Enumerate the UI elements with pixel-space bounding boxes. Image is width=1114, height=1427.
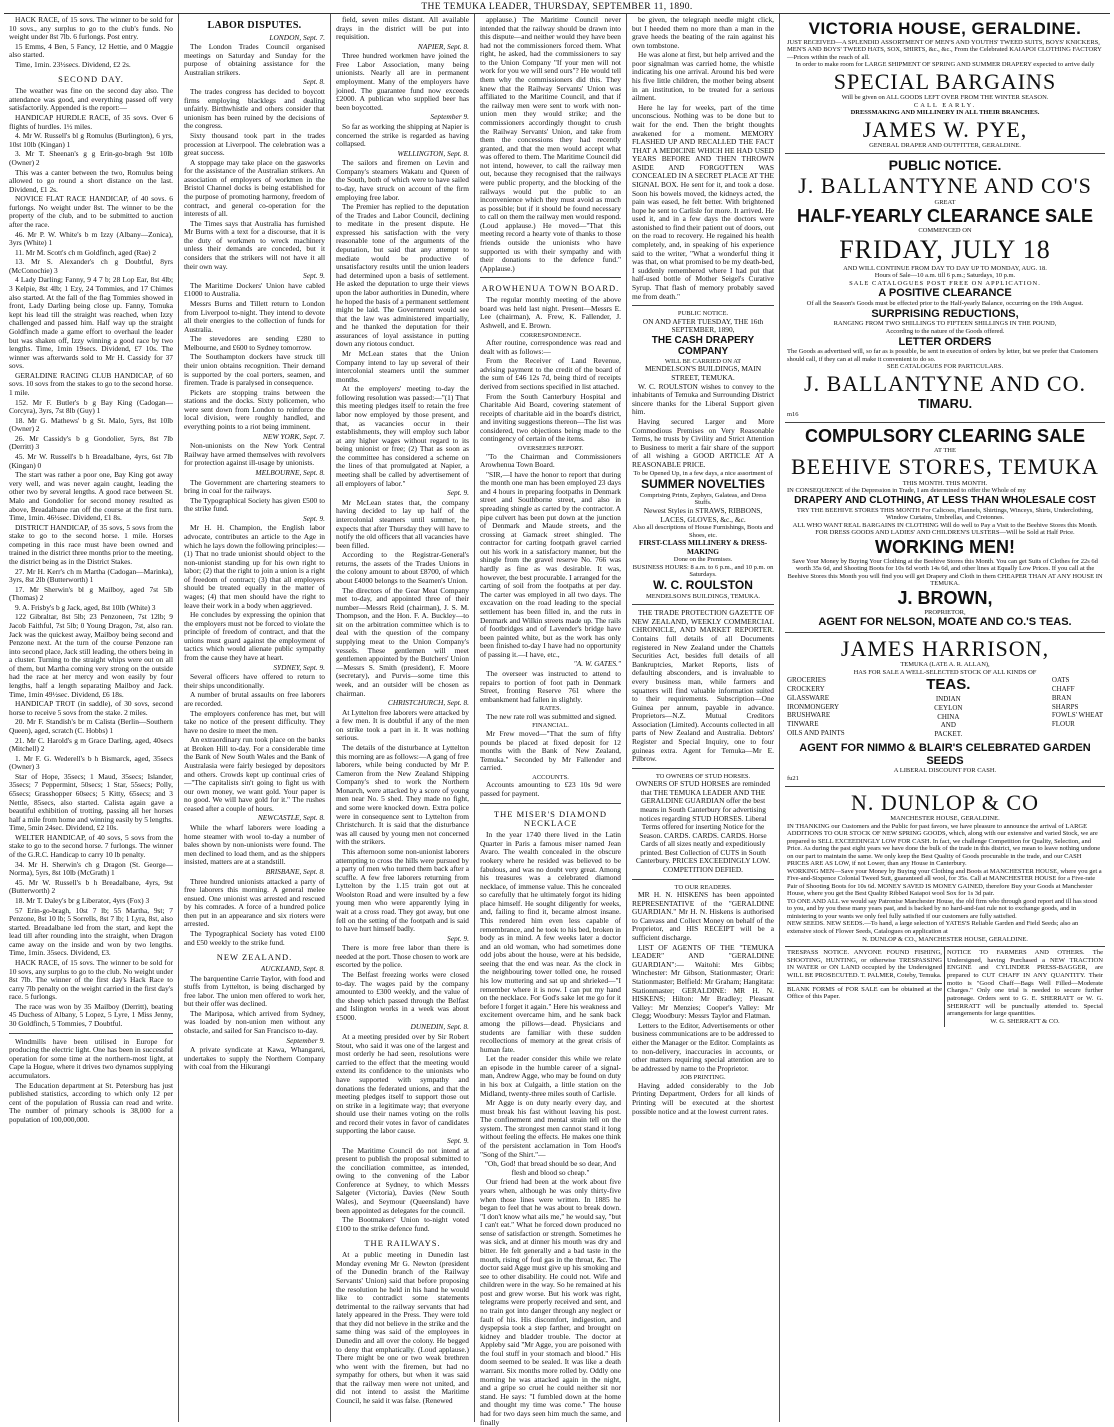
section-subheading: FINANCIAL.	[532, 722, 569, 730]
paragraph: The race was won by 35 Mailboy (Derritt), beating 45 Duchess of Albany, 5 Lopez, 5 Lyre, 1 Miss Jenny, 30 Goldfinch, 5 Tommies, 7 Doubtful.	[9, 1001, 173, 1029]
list-item: CHINA	[937, 712, 960, 721]
paragraph: The Maritime Dockers' Union have cabled £1000 to Australia.	[184, 280, 325, 299]
paragraph: 9. A. Frisby's b g Jack, aged, 8st 10lb (White) 3	[15, 602, 156, 612]
paragraph: NOVICE FLAT RACE HANDICAP, of 40 sovs. 6 furlongs. No weight under 8st. The winner to be the property of the club, and to be submitted to auction after the race.	[9, 194, 173, 229]
paragraph: The Belfast freezing works were closed to-day. The wages paid by the company amounted to £300 weekly, and the value of the sheep which passed through the Belfast and Islington works in a week was about £5000.	[336, 970, 469, 1022]
notice-title: TO OUR READERS.	[674, 883, 732, 891]
paragraph: From the Receiver of Land Revenue, advising payment to the credit of the board of the sum of £46 12s 7d, being third of receipts derived from sections specified in list attached.	[480, 356, 621, 391]
paragraph: The Education department at St. Petersburg has just published statistics, according to which only 12 per cent of the population of Russia can read and write. The number of primary schools is 38,000 for a population of 100,000,000.	[9, 1080, 173, 1124]
ad-subhead: AGENT FOR NIMMO & BLAIR'S CELEBRATED GARDEN SEEDS	[799, 741, 1091, 767]
paragraph: Windmills have been utilised in Europe for producing the electric light. One has been in successful operation for some time at the northern-most light, at Cape la Hogue, where it drives two dynamos supplying accumulators.	[9, 1036, 174, 1080]
ad-subhead: A POSITIVE CLEARANCE	[878, 287, 1012, 300]
notice-text: To be Opened Up, in a few days, a nice assortment of	[633, 470, 773, 478]
paragraph: 34. Mr H. Sherwin's ch g Dragon (St. George—Norma), 5yrs, 8st 10lb (McGrath) 1	[9, 859, 173, 878]
paragraph: While the wharf laborers were loading a home steamer with wool to-day a number of bales shown by non-unionists were found. The men declined to load them, and as the shippers insisted, matters are at a standstill.	[184, 823, 325, 867]
paragraph: There is more free labor than there is needed at the port. Those chosen to work are escorted by the police.	[336, 943, 469, 970]
paragraph: 122 Gibraltar, 8st 5lb; 23 Penzoneen, 7st 12lb; 9 Jacob Faithful, 7st 5lb; 0 Young Dragon, 7st, also ran. Jack was the quickest away, Mailboy being second and Penzone next. At the turn of the course Penzone ran into second place, Jack still leading, the others being in a cluster. Turning to the straight whips were out on all of them, but Martha coming very strong on the outside had the race at her mercy and won easily by four lengths, half a length separating Mailboy and Jack. Time, 1min 49½sec. Dividend, £6 18s.	[9, 612, 173, 699]
dateline: WELLINGTON, Sept. 8.	[397, 148, 469, 158]
ad-text: PROPRIETOR,	[924, 608, 966, 616]
section-subheading: ACCOUNTS.	[532, 773, 569, 781]
notice-title: TO OWNERS OF STUD HORSES.	[655, 772, 751, 780]
paragraph: A private syndicate at Kawa, Whangarei, undertakes to supply the Northern Company with coal from the Hikurangi	[184, 1045, 325, 1072]
paragraph: The overseer was instructed to attend to repairs to portion of foot path in Denmark Street, fronting Reserve 761 where the embankment had fallen in slightly.	[480, 668, 621, 704]
ad-text: Hours of Sale—10 a.m. till 6 p.m.; Saturdays, 10 p.m.	[874, 272, 1016, 280]
paragraph: Non-unionists on the New York Central Railway have armed themselves with revolvers for protection against ill-usage by unionists.	[184, 441, 325, 468]
list-item: OATS	[1051, 676, 1070, 685]
paragraph: THE TRADE PROTECTION GAZETTE OF NEW ZEALAND, WEEKLY COMMERCIAL CHRONICLE, AND MARKET REPORTER. Contains full details of all Documents registered in New Zealand under the Chattels Securities Act, besides full details of all Bankruptcies, Market Reports, lists of defaulting absconders, and is invaluable to every business man, while farmers and squatters will find valuable information suited to their requirements. Subscription—One Guinea per annum, payable in advance. Proprietors—N.Z. Mutual Creditors Association (Limited). Accounts collected in all parts of New Zealand and Australia. Debtors' Register and Special Inquiry, one to four guineas extra. Agent for Temuka—Mr E. Pilbrow.	[632, 608, 774, 764]
paragraph: A stoppage may take place on the gasworks for the assistance of the Australian strikers. An association of employers of workmen in the Bristol Channel docks is being established for the purpose of promoting harmony, freedom of contract, and general co-operation for the interests of all.	[184, 157, 325, 219]
divider	[632, 768, 774, 769]
ad-text: SEE CATALOGUES FOR PARTICULARS.	[886, 363, 1004, 371]
notice-title: PUBLIC NOTICE.	[677, 310, 729, 318]
paragraph: An extraordinary run took place on the banks at Broken Hill to-day. For a considerable time the Bank of New South Wales and the Bank of Australasia were fairly besieged by depositors and others. Crowds kept up continual cries of—"The capitalists sin't going to fight us with our own money, we want gold. Your paper is no good. We will have gold for it." The rushes ceased after a couple of hours.	[184, 735, 325, 813]
ad-text: AND WILL CONTINUE FROM DAY TO DAY UP TO MONDAY, AUG. 18.	[843, 264, 1047, 272]
ad-text: JUST RECEIVED—A SPLENDID ASSORTMENT OF MEN'S AND YOUTHS' TWEED SUITS, BOYS' KNICKERS, MEN'S AND BOYS' TWEED HATS, SOX, SHIRTS, &c., &c., From the Celebrated KAIAPOI CLOTHING FACTORY—Prices within the reach of all.	[787, 38, 1102, 61]
dateline: Sept. 9.	[447, 933, 469, 943]
paragraph: Mr Frew moved—"That the sum of fifty pounds be placed at fixed deposit for 12 months with the Bank of New Zealand, Temuka." Seconded by Mr Fallender and carried.	[480, 728, 621, 773]
notice-text: Also all descriptions of House Furnishings, Boots and Shoes, etc.	[632, 524, 774, 539]
paragraph: The Southampton dockers have struck till their union obtains recognition. Their demand is supported by the coal porters, seamen, and firemen. Trade is paralysed in consequence.	[184, 352, 325, 388]
paragraph: So far as working the shipping at Napier is concerned the strike is regarded as having collapsed.	[336, 121, 469, 149]
ad-code: fu21	[787, 774, 799, 782]
paragraph: Having added considerably to the Job Printing Department, Orders for all kinds of Printing will be executed at the shortest possible notice and at the lowest current rates.	[632, 1080, 774, 1116]
ad-text: HAS FOR SALE A WELL-SELECTED STOCK OF ALL KINDS OF	[853, 668, 1037, 676]
ad-name: J. BALLANTYNE AND CO'S	[798, 173, 1092, 199]
ad-text: GREAT	[934, 198, 956, 206]
paragraph: The sailors and firemen on Levin and Company's steamers Wakatu and Queen of the South, both of which were to have sailed to-day, have struck on account of the firm employing free labor.	[336, 158, 469, 202]
signature-line: "A. W. GATES."	[573, 659, 621, 669]
paragraph: The trades congress has decided to boycott firms employing blacklegs and dealing unfairly. Birthwhistle and others consider that unionism has been ruined by the decisions of the congress.	[184, 87, 325, 131]
section-subheading: NEW ZEALAND.	[216, 952, 293, 963]
paragraph: The Typographical Society has voted £100 and £50 weekly to the strike fund.	[184, 928, 325, 947]
dateline: AUCKLAND, Sept. 8.	[260, 964, 325, 973]
ad-text: Save Your Money by Buying Your Clothing at the Beehive Stores this Month. You can get Suits of Clothes for 22s 6d worth 35s 6d, and Shooting Boots for 10s 6d worth 14s 6d, and other lines at Equally Low Prices. If you call at the Beehive Stores this Month you will find you will get Drapery and Cloth in them CHEAPER THAN AT ANY HOUSE IN TEMUKA.	[787, 557, 1103, 588]
paragraph: Accounts amounting to £23 10s 9d were passed for payment.	[480, 780, 621, 798]
notice-address: MENDELSON'S BUILDINGS, TEMUKA.	[645, 592, 761, 600]
paragraph: Letters to the Editor, Advertisements or other business communications are to be addressed to either the Manager or the Editor. Complaints as to non-delivery, inaccuracies in accounts, or other matters requiring special attention are to be addressed by name to the Proprietor.	[632, 1020, 774, 1073]
ad-text: According to the nature of the Goods offered.	[885, 328, 1005, 335]
divider	[9, 1033, 173, 1034]
paragraph: The start was rather a poor one, Bay King got away very well, and was never again caught, leading the other two by several lengths. A good race between St. Malo and Gondolier for second money resulted as above, Breadalbane ran off the course at the first turn. Time, 1min. 46½sec. Dividend, £1 8s.	[9, 470, 173, 523]
column-6-advertisements	[780, 14, 1110, 1422]
ad-text: Will be given on ALL GOODS LEFT OVER FROM THE WINTER SEASON.	[841, 94, 1049, 102]
notice-text: Comprising Prints, Zephyrs, Galateas, and Dress Stuffs.	[639, 491, 767, 507]
ad-title: VICTORIA HOUSE, GERALDINE.	[808, 19, 1082, 38]
notice-text: FIRST-CLASS MILLINERY & DRESS-MAKING	[638, 538, 768, 556]
dateline: CHRISTCHURCH, Sept. 8.	[387, 698, 469, 708]
paragraph: 45. Mr W. Russell's b h Breadalbane, 4yrs, 9st (Butterworth) 2	[9, 877, 173, 896]
notice-headline: SUMMER NOVELTIES	[641, 476, 765, 491]
columns	[4, 14, 1110, 1427]
paragraph: be given, the telegraph needle might click, but I heeded them no more than a man in the grave heeds the beating of the rain against his own tombstone.	[632, 15, 774, 50]
ad-text: Of all the Season's Goods must be effected prior to the Half-yearly Balance, occurring on the 19th August.	[806, 300, 1084, 308]
paragraph: 11. Mr M. Scott's ch m Goldfinch, aged (Rae) 2	[15, 247, 157, 257]
ad-text: A LIBERAL DISCOUNT FOR CASH.	[893, 767, 997, 775]
article-heading: THE MISER'S DIAMOND NECKLACE	[493, 808, 608, 829]
notice-signature: W. C. ROULSTON	[653, 577, 753, 592]
ad-name: N. DUNLOP & CO	[851, 789, 1039, 815]
column-3-labor-continued	[331, 14, 475, 1422]
paragraph: Star of Hope, 35secs; 1 Maud, 35secs; Islander, 35secs; 7 Peppermint, 50secs; 1 Star, 55secs; Polly, 65secs; Grasshopper 60secs; 5 Kitty, 65secs; and 3 Nettle, 85secs, also started. Calista again gave a beautiful exhibition of trotting, passing all her horses half a mile from home and winning easily by 5 lengths. Time, 5min 24sec. Dividend, £2 10s.	[9, 771, 173, 833]
paragraph: After routine, correspondence was read and dealt with as follows:—	[480, 338, 621, 356]
ad-text: AT THE	[934, 446, 956, 454]
paragraph: The Premier has replied to the deputation of the Trades and Labor Council, declining to meditate in the present dispute. He expressed his satisfaction with the very reasonable tone of the arguments of the deputation, but said that any attempt to mediate would be productive of unsatisfactory results until the union leaders had determined upon a basis of settlement. He asked the deputation to urge their views upon the labor authorities in Dunedin, where he hoped the basis of a permanent settlement might be laid. The Government would see that the law was administered impartially, and he thanked the deputation for their assurances of loyal assistance in putting down any riotous conduct.	[336, 202, 469, 349]
notice-title: JOB PRINTING.	[680, 1074, 726, 1082]
paragraph: The Government are chartering steamers to bring in coal for the railways.	[184, 477, 325, 496]
ad-text: MANCHESTER HOUSE, GERALDINE.	[890, 815, 1000, 823]
notice-text: Done on the Premises.	[673, 556, 733, 564]
ad-subhead: LETTER ORDERS	[898, 335, 992, 348]
ad-text: RANGING FROM TWO SHILLINGS TO FIFTEEN SHILLINGS IN THE POUND,	[833, 320, 1057, 328]
dateline: September 9.	[286, 1035, 325, 1045]
notice-text: BUSINESS HOURS: 8 a.m. to 6 p.m., and 10 p.m. on Saturdays.	[632, 563, 774, 579]
section-subheading: OVERSEER'S REPORT.	[517, 444, 584, 452]
ad-text: IN THANKING our Customers and the Public for past favors, we have pleasure to announce the arrival of LARGE ADDITIONS TO OUR STOCK OF NEW SPRING GOODS, which, along with our extensive and varied Stock, we are prepared to SELL EXCEEDINGLY LOW FOR CASH. In fact, we challenge Competition for Quality, Selection, and Price. As during the past eight years we have done the bulk of the trade in this district, we mean to leave nothing undone on our part to maintain the same. We only keep the Best Quality of Goods procurable in the trade, and our CASH PRICES ARE AS LOW, if not Lower, than any House in Canterbury.	[787, 822, 1101, 868]
paragraph: 4 Lady Darling; Fanny, 9 4 7 b; 28 Lop Ear, 8st 4lb; 3 Kelpie, 8st 4lb; 1 Ezy, 24 Tommies, and 17 Chimes also started. At the fall of the flag Tommies showed in front, Lady Darling being close up. Fanny, Tomuka kept his lead till the straight was reached, when Izzy challenged and passed him. Half way up the straight Goldfinch made a game effort to overhaul the leader but was shaken off, Izzy winning a good race by two lengths. Time, 1min 19secs. Dividend, £7 10s. The winner was afterwards sold to Mr H. Cassidy for 37 sovs.	[9, 275, 173, 371]
ad-text: DRESSMAKING AND MILLINERY IN ALL THEIR BRANCHES.	[850, 109, 1040, 117]
paragraph: 17. Mr Sherwin's bl g Mailboy, aged 7st 5lb (Thomas) 2	[9, 584, 173, 603]
column-4-town-board	[475, 14, 627, 1427]
paragraph: 45. Mr W. Russell's b h Breadalbane, 4yrs, 6st 7lb (Kingan) 0	[9, 452, 173, 470]
ad-text: SALE CATALOGUES POST FREE ON APPLICATION.	[849, 279, 1041, 287]
section-subheading: RATES.	[539, 705, 562, 713]
ad-subhead: WORKING MEN!	[875, 536, 1015, 557]
paragraph: 18. Mr G. Mathews' b g St. Malo, 5yrs, 8st 10lb (Owner) 2	[9, 415, 173, 434]
ad-text: TRY THE BEEHIVE STORES THIS MONTH For Calicoes, Flannels, Shirtings, Winceys, Shirts, Underclothing, Window Curtains, Umbrellas, and Cretonnes.	[796, 506, 1094, 522]
ad-headline: HALF-YEARLY CLEARANCE SALE	[796, 206, 1094, 227]
ad-text: TO ONE AND ALL we would say Patronise Manchester House, the old firm who through good report and ill has stood to you, and by you these many years past, and is backed by no hard-and-fast rule not to exchange goods, and in ministering to your wants we only feel fully satisfied if our customers are fully satisfied.	[787, 897, 1098, 920]
paragraph: HACK RACE, of 15 sovs. The winner to be sold for 10 sovs., any surplus to go to the club's funds. No weight under 8st 7lb. 6 furlongs. Post entry.	[9, 15, 173, 42]
ad-text: The Goods as advertised will, so far as is possible, be sent in execution of orders by letter, but we prefer that Customers should call, if they can at all make it convenient to do so.	[787, 348, 1099, 363]
list-item: CROCKERY	[787, 685, 825, 694]
list-item: CHAFF	[1051, 685, 1075, 694]
paragraph: Having secured Larger and More Commodious Premises on Very Reasonable Terms, he trusts by Civility and Strict Attention to Business to merit a fair share of the support of all wishing a GOOD ARTICLE AT A REASONABLE PRICE.	[632, 416, 774, 469]
list-item: GROCERIES	[787, 676, 826, 685]
paragraph: From the South Canterbury Hospital and Charitable Aid Board, covering statement of receipts of charitable aid in the board's district, and inviting suggestions thereon—The list was considered, two objections being made to the contingency of certain of the items.	[480, 391, 621, 444]
ad-headline: COMPULSORY CLEARING SALE	[804, 426, 1086, 446]
notice-text: WILL BE CARRIED ON AT	[664, 357, 742, 365]
paragraph: 46. Mr P. W. White's b m Izzy (Albany—Zonica), 3yrs (White) 1	[9, 229, 173, 248]
paragraph: The weather was fine on the second day also. The attendance was good, and everything passed off very satisfactorily. Appended is the report:—	[9, 86, 173, 113]
ad-subhead: DRAPERY AND CLOTHING, AT LESS THAN WHOLESALE COST	[794, 494, 1096, 506]
paragraph: W. C. ROULSTON wishes to convey to the inhabitants of Temuka and Surrounding District sincere thanks for the Liberal Support given him.	[632, 381, 774, 417]
notice-text: ON AND AFTER TUESDAY, THE 16th SEPTEMBER, 1890,	[642, 316, 764, 335]
ad-text: GENERAL DRAPER AND OUTFITTER, GERALDINE.	[869, 142, 1021, 150]
ad-date: FRIDAY, JULY 18	[839, 234, 1051, 264]
ad-text: NEW SEEDS. NEW SEEDS.—To hand, a large selection of YATES'S Reliable Garden and Field Seeds; also an extensive stock of Flower Seeds, Catalogues on application at	[787, 920, 1079, 935]
dateline: Sept. 9.	[303, 513, 325, 523]
paragraph: He concludes by expressing the opinion that the employers must not be forced to violate the principle of freedom of contract, and that the unions must guard against the employment of tactics which would alienate public sympathy from the cause they have at heart.	[184, 610, 325, 663]
product-list	[787, 676, 1103, 739]
list-item: TINWARE	[787, 720, 819, 729]
ad-location: TIMARU.	[917, 396, 973, 412]
ad-text: In order to make room for LARGE SHIPMENT OF SPRING AND SUMMER DRAPERY expected to arrive daily	[795, 61, 1095, 69]
produce-list	[1052, 676, 1103, 739]
divider	[632, 879, 774, 880]
ad-text: N. DUNLOP & CO., MANCHESTER HOUSE, GERALDINE.	[862, 935, 1028, 943]
ad-dunlop	[785, 787, 1105, 948]
paragraph: 18. Mr T. Daley's br g Liberator, 4yrs (Fox) 3	[15, 895, 150, 905]
ad-beehive-stores	[785, 423, 1105, 633]
paragraph: Several officers have offered to return to their ships unconditionally.	[184, 672, 325, 690]
paragraph: Three hundred unionists attacked a party of free laborers this morning. A general melee ensued. One unionist was arrested and rescued by his comrades. A force of a hundred police then put in an appearance and six rioters were arrested.	[184, 876, 325, 929]
paragraph: The new rate roll was submitted and signed.	[486, 711, 617, 721]
ad-text: IN CONSEQUENCE of the Depression in Trade, I am determined to offer the Whole of my	[787, 487, 1026, 495]
tea-list	[926, 676, 970, 739]
list-item: FLOUR	[1051, 720, 1075, 729]
paragraph: 27. Mr H. Kerr's ch m Martha (Cadogan—Marinka), 3yrs, 8st 2lb (Butterworth) 1	[9, 566, 173, 585]
paragraph: This afternoon some non-unionist laborers attempting to cross the hills were pursued by a party of men who turned them back after a scuffle. A few free laborers returning from Lyttelton by the 1.15 train got out at Woolston Road and were insulted by a few young men who were apparently lying in wait at a cross road. They got away, but one fell on the setting of the footpath and is said to have hurt himself badly.	[336, 846, 469, 934]
paragraph: At a public meeting in Dunedin last Monday evening Mr G. Newton (president of the Dunedin branch of the Railway Servants' Union) said that before proposing the resolution he held in his hand he would like to contradict some statements detrimental to the railway servants that had lately appeared in the Press. They were told that they did not believe in the strike and the same thing was said of the employees in Dunedin and all over the colony. He begged to deny that emphatically. (Loud applause.) There might be one or two weak brethren who went with the firemen, but had no sympathy for others, but when it was said that the railway men were not united, and did not intend to assist the Maritime Council, he said it was false. (Renewed	[336, 1250, 469, 1406]
ad-james-harrison	[785, 633, 1105, 787]
ad-name: J. BROWN,	[897, 587, 993, 608]
dateline: SYDNEY, Sept. 9.	[273, 662, 325, 672]
column-1-racing	[4, 14, 179, 1422]
dateline: NEWCASTLE, Sept. 8.	[257, 813, 325, 823]
list-item: CEYLON	[934, 703, 963, 712]
paragraph: The London Trades Council organised meetings on Saturday and Sunday for the purpose of obtaining assistance for the Australian strikers.	[184, 42, 325, 77]
paragraph: DISTRICT HANDICAP, of 35 sovs, 5 sovs from the stake to go to the second horse. 1 mile. Horses competing in this race must have been owned and trained in the district three months prior to the meeting, the district being as in the District Stakes.	[9, 522, 173, 566]
paragraph: HANDICAP TROT (in saddle), of 30 sovs, second horse to receive 5 sovs from the stake. 2 miles.	[9, 699, 173, 717]
list-item: OILS AND PAINTS	[787, 728, 845, 737]
dateline: DUNEDIN, Sept. 8.	[410, 1022, 469, 1032]
paragraph: OWNERS OF STUD HORSES are reminded that THE TEMUKA LEADER AND THE GERALDINE GUARDIAN offer the best means in South Canterbury for advertising notices regarding STUD HORSES. Liberal Terms offered for inserting Notice for the Season. CARDS. CARDS. CARDS. Horse Cards of all sizes neatly and expeditiously printed. Best Collection of CUTS in South Canterbury. PRICES EXCEEDINGLY LOW. COMPETITION DEFIED.	[635, 779, 771, 875]
paragraph: applause.) The Maritime Council never intended that the railway should be drawn into this dispute—and neither would they have been had not the commissioners forced them. What right, he asked, had the commissioners to say to the Union Company "If your men will not work for you we will send ours"? He would tell them why the commissioners did this. They knew that the Railway Servants' Union was affiliated to the Maritime Council, and that if the railway men were sent to work with non-union men they would strike; and the commissioners accordingly thought to crush the Railway Servants' Union, and take from them the concessions they had recently granted, and that the men would accept what was offered to them. The Maritime Council did not intend, however, to call the railway men out, because they recognised that the railways were public property, and the blocking of the railways would put the public to an inconvenience which they must avoid as much as possible; but if it should be found necessary to call on them the railway men would respond. (Loud applause.) He moved—"That this meeting record a hearty vote of thanks to those friends outside the unionists who have supported us with their sympathy and with their donations to the defence fund." (Applause.)	[480, 15, 622, 273]
list-item: SHARPS	[1051, 702, 1079, 711]
list-item: FOWLS' WHEAT	[1051, 711, 1103, 720]
paragraph: Time, 1min. 23½secs. Dividend, £2 2s.	[15, 59, 131, 69]
ad-text: FOR DRESS GOODS AND LADIES' AND CHILDREN'S ULSTERS—Will be Sold at Half Price.	[815, 529, 1075, 537]
paragraph: Three hundred workmen have joined the Free Labor Association, many being unionists. Nearly all are in permanent employment. Many of the employers have joined. The guarantee fund now exceeds £2000. A publican who supplied beer has been boycotted.	[336, 51, 469, 112]
paragraph: Messrs Burns and Tillett return to London from Liverpool to-night. They intend to devote all their energies to the collection of funds for Australia.	[184, 298, 325, 334]
dateline: Sept. 9.	[447, 488, 469, 498]
paragraph: 57 Erin-go-bragh, 10st 7 lb; 55 Martha, 9st; 7 Penzone, 8st 10 lb; 5 Sorrells, 8st 7 lb; 1 Lyra, 8st, also started. Breadalbane led from the start, and kept the lead till after rounding into the straight, when Dragon came away on the inside and won by two lengths. Time, 1min. 35secs. Dividend, £3.	[9, 905, 173, 958]
paragraph: HANDICAP HURDLE RACE, of 35 sovs. Over 6 flights of hurdles. 1½ miles.	[9, 113, 173, 131]
paragraph: "SIR,—I have the honor to report that during the month one man has been employed 23 days and 4 hours in preparing footpaths in Denmark street and Southborne street, and also in spreading shingle as carted by the contractor. A pipe culvert has been put down at the junction of Denmark and Maude streets, and the crossing at Gamack street shingled. The contractor for carting footpath gravel carried out his work in a satisfactory manner, but the shingle from the gravel reserve No. 766 was hardly as fine as was desirable. It was, however, the best procurable. I arranged for the carting of soil from the footpaths at per day. The carter was employed in all two days. The excavation on the road leading to the special settlement has been filled in, and the ruts in Denmark and Wilkin streets made up. The rails of footbridges and of Lavender's bridge have been painted white, but as the work has only been finished to-day I have had no opportunity of passing it.—I have, etc.,	[480, 469, 621, 659]
list-item: BRAN	[1051, 693, 1072, 702]
paragraph: Pickets are stopping trains between the stations and the docks. Sixty policemen, who were sent down from London to reinforce the local division, were roughly handled, and everything points to a riot being imminent.	[184, 387, 325, 432]
paragraph: He was alone at first, but help arrived and the poor signalman was carried home, the whistle indicating his one arrival. Around his bed were his five little children, the mother being absent in an institution, to be treated for a serious ailment.	[632, 50, 774, 103]
paragraph: Mr H. H. Champion, the English labor advocate, contributes an article to the Age in which he lays down the following principles:—(1) That no trade unionist should object to the non-unionist standing up for his own right to labor; (2) that the right to join a union is a right of freedom of contract; (3) that all employers should be treated equally in the matter of wages; (4) that men should have the right to leave their work in a body when aggrieved.	[184, 523, 325, 610]
paragraph: field, seven miles distant. All available drays in the district will be put into requisition.	[336, 15, 469, 42]
paragraph: 15 Emms, 4 Ben, 5 Fancy, 12 Hettie, and 0 Maggie also started.	[9, 41, 173, 60]
ad-subhead: AGENT FOR NELSON, MOATE AND CO.'S TEAS.	[818, 616, 1072, 629]
paragraph: At a meeting presided over by Sir Robert Stout, who said it was one of the largest and most orderly he had seen, resolutions were carried to the effect that the meeting would extend its confidence to the unionists who have supported with sympathy and donations the federated unions, and that the meeting pledges itself to support those out on strike in a legitimate way; that everyone should use their names voting on the rolls and record their votes in favor of candidates supporting the labor cause.	[336, 1032, 469, 1136]
dateline: September 9.	[430, 112, 469, 122]
ad-headline: SPECIAL BARGAINS	[833, 68, 1057, 94]
small-notices	[785, 947, 1105, 1027]
paragraph: According to the Registrar-General's returns, the assets of the Trades Unions in the colony amount to about £8700, of which about £4000 belongs to the Seamen's Union.	[336, 550, 469, 585]
list-item: PACKET.	[934, 730, 963, 739]
paragraph: The regular monthly meeting of the above board was held last night. Present—Messrs E. Lee (chairman), A. Frew, K. Fallender, J. Ashwell, and E. Brown.	[480, 295, 621, 330]
trespass-notice	[785, 947, 945, 1027]
paragraph: "To the Chairman and Commissioners Arowhenua Town Board.	[480, 451, 621, 470]
dateline: NEW YORK, Sept. 7.	[263, 431, 325, 441]
paragraph: 1. Mr F. G. Wederell's b h Bismarck, aged, 35secs (Owner) 3	[9, 753, 173, 772]
paragraph: Sixty thousand took part in the trades procession at Liverpool. The celebration was a great success.	[184, 130, 325, 158]
list-item: IRONMONGERY	[787, 702, 840, 711]
divider	[632, 305, 774, 306]
paragraph: Mr Agge is on duty nearly every day, and must break his fast without leaving his post. The confinement and mental strain tell on the system. The strongest men cannot stand it long without feeling the effects. He makes one think of the persistent acclamation in Tom Hood's "Song of the Shirt."—	[480, 1098, 621, 1159]
ad-name: JAMES W. PYE,	[862, 116, 1028, 142]
section-subheading: SECOND DAY.	[58, 74, 124, 85]
divider	[480, 803, 621, 804]
paragraph: This was a canter between the two, Romulus being allowed to go round a short distance on the last. Dividend, £1 2s.	[9, 167, 173, 194]
list-item: GLASSWARE	[787, 693, 830, 702]
ad-subhead: SURPRISING REDUCTIONS,	[871, 307, 1019, 320]
paragraph: The Bootmakers' Union to-night voted £100 to the strike defence fund.	[336, 1215, 469, 1233]
paragraph: The employers conference has met, but will take no notice of the present difficulty. They have no desire to meet the men.	[184, 708, 325, 735]
notice-text: BLANK FORMS of FOR SALE can be obtained at the Office of this Paper.	[787, 983, 942, 1001]
notice-text: Newest Styles in STRAWS, RIBBONS, LACES, GLOVES, &c., &c.	[643, 505, 763, 524]
ad-text: COMMENCED ON	[918, 227, 972, 235]
ad-victoria-house	[785, 16, 1105, 154]
grocery-list	[787, 676, 845, 739]
paragraph: The Typographical Society has given £500 to the strike fund.	[184, 495, 325, 514]
paragraph: 4. Mr W. Russell's bl g Romulus (Burlington), 6 yrs, 10st 10lb (Kingan) 1	[9, 131, 173, 149]
paragraph: At Lyttelton free laborers were attacked by a few men. It is doubtful if any of the men on strike took a part in it. It was nothing serious.	[336, 707, 469, 743]
ad-text: CALL EARLY.	[913, 101, 977, 109]
dateline: LONDON, Sept. 7.	[269, 32, 325, 42]
notice-address: MENDELSON'S BUILDINGS, MAIN STREET, TEMUKA.	[644, 364, 762, 383]
paragraph: The barquentine Carrie Taylor, with food and stuffs from Lyttelton, is being discharged by free labor. The union men offered to work her, but their offer was declined.	[184, 973, 325, 1009]
ad-text: WORKING MEN—Save your Money by Buying your Clothing and Boots at MANCHESTER HOUSE, where you get a Five-and-Sixpence Colonial Tweed Suit, guaranteed all wool, for 35s. Call at MANCHESTER HOUSE for a Five-rate Pair of Shooting Boots for 10s 6d. MONEY SAVED IS MONEY GAINED, therefore Buy your Goods at Manchester House, where you get the Best Quality Ribbed Kaiapoi wool Sox for 1s 3d pair.	[787, 867, 1102, 898]
ad-name: BEEHIVE STORES, TEMUKA	[791, 454, 1099, 480]
column-2-labor-disputes	[179, 14, 331, 1422]
ad-code: m16	[787, 411, 799, 419]
divider	[632, 604, 774, 605]
paragraph: Let the reader consider this while we relate an episode in the humble career of a signal-man, Andrew Agge, who may be found on duty in his box at Culgaith, a little station on the Midland, twenty-three miles south of Carlisle.	[480, 1054, 621, 1098]
dateline: Sept. 9.	[303, 271, 325, 281]
paragraph: In the year 1740 there lived in the Latin Quarter in Paris a famous miser named Jean Avaro. The wealth concealed in the obscure rookery where he resided was believed to be fabulous, and was no doubt very great. Among his treasures was a celebrated diamond necklace, of immense value. This he concealed so carefully that he ultimately forgot its hiding place himself. He sought diligently for weeks, and, failing to find it, became almost insane. This rendered him even less capable of remembrance, and he took to his bed, broken in body as in mind. A few weeks later a doctor and an old woman, who had sometimes done odd jobs about the house, were at his bedside, seeing that the end was near. As the clock in the neighbouring tower tolled one, he roused his low muttering and sat up and shrieked—"I remember where it is now. I can put my hand on the necklace. For God's sake let me go for it before I forget it again." Here his weakness and excitement overcame him, and he sank back among the pillows—dead. Physicians and students are familiar with these sudden recollections of memory at the great crisis of human fate.	[480, 830, 621, 1054]
paragraph: Mr McLean states that the Union Company intend to lay up several of their intercolonial steamers until the summer months.	[336, 348, 469, 384]
dateline: Sept. 9.	[447, 1136, 469, 1145]
paragraph: At the employers' meeting to-day the following resolution was passed:—"(1) That this meeting pledges itself to retain the free labor now employed by those present, and that, as vacancies occur in their establishments, they will employ such labor at any higher wages without regard to its being unionist or free; (2) That as soon as the committee has considered a scheme on the lines of that promulgated at Napier, a meeting shall be called by advertisement of all employers of labor."	[336, 384, 469, 488]
notice-company: THE CASH DRAPERY COMPANY	[651, 334, 755, 358]
paragraph: LIST OF AGENTS OF THE "TEMUKA LEADER" AND "GERALDINE GUARDIAN":— Waitohi: Mrs Gibbs; Winchester: Mr Gibson, Stationmaster; Orari: Stationmaster; Belfield: Mr Graham; Hangitata: Stationmaster; GERALDINE: MR H. N. HISKENS; Hilton: Mr Bradley; Pleasant Valley: Mr Menzies; Cooper's Valley: Mr Clegg; Woodbury: Messrs Taylor and Flatman.	[632, 942, 774, 1021]
tea-heading: TEAS.	[926, 676, 971, 694]
article-heading: LABOR DISPUTES.	[207, 20, 302, 31]
paragraph: The Mariposa, which arrived from Sydney, was loaded by non-union men without any obstacle, and sailed for San Francisco to-day.	[184, 1008, 325, 1036]
paragraph: HACK RACE, of 15 sovs. The winner to be sold for 10 sovs, any surplus to go to the club. No weight under 8st 7lb. The winner of the first day's Hack Race to carry 7lb penalty on the weight carried in the first day's race. 5 furlongs.	[9, 957, 173, 1002]
paragraph: MR H. N. HISKENS has been appointed REPRESENTATIVE of the "GERALDINE GUARDIAN." Mr H. N. Hiskens is authorised to Canvass and Collect Money on behalf of the Proprietor, and HIS RECEIPT will be a sufficient discharge.	[632, 890, 774, 943]
divider	[480, 277, 621, 278]
masthead: THE TEMUKA LEADER, THURSDAY, SEPTEMBER 11, 1890.	[4, 0, 1110, 14]
paragraph: 20. Mr F. Standish's br m Calista (Berlin—Southern Queen), aged, scratch (C. Hobbs) 1	[9, 717, 173, 735]
dateline: BRISBANE, Sept. 8.	[265, 866, 325, 876]
farmers-notice	[945, 947, 1105, 1027]
paragraph: The Maritime Council do not intend at present to publish the proposal submitted to the conciliation committee, as intended, owing to the convening of the Labor Conference at Sydney, to which Messrs Salgeter (Victoria), Davies (New South Wales), and Seymour (Queensland) have been appointed as delegates for the council.	[336, 1145, 469, 1215]
paragraph: Mr McLean states that, the company having decided to lay up half of the intercolonial steamers until summer, he expects that after Thursday they will have to notify the old officers that all vacancies have been filled.	[336, 497, 469, 550]
paragraph: 26. Mr Cassidy's b g Gondolier, 5yrs, 8st 7lb (Derritt) 3	[9, 433, 173, 452]
ad-text: THIS MONTH. THIS MONTH.	[902, 479, 988, 487]
section-subheading: THE RAILWAYS.	[364, 1238, 441, 1249]
paragraph: 152. Mr F. Butler's b g Bay King (Cadogan—Corcyra), 3yrs, 7st 8lb (Guy) 1	[9, 397, 173, 416]
dateline: NAPIER, Sept. 8.	[417, 41, 469, 51]
paragraph: GERALDINE RACING CLUB HANDICAP, of 60 sovs. 10 sovs from the stakes to go to the second horse. 1 mile.	[9, 370, 173, 397]
list-item: BRUSHWARE	[787, 711, 831, 720]
ad-name: J. BALLANTYNE AND CO.	[804, 370, 1086, 396]
ad-title: PUBLIC NOTICE.	[888, 157, 1002, 173]
paragraph: 3. Mr T. Sheenan's g g Erin-go-bragh 9st 10lb (Owner) 2	[9, 149, 173, 167]
notice-text: TRESPASS NOTICE. ANYONE FOUND FISHING, SHOOTING, HUNTING, or otherwise TRESPASSING IN WATER or ON LAND occupied by the Undersigned WILL BE PROSECUTED. T. PALMER, Coteby, Temuka.	[787, 949, 942, 979]
paragraph: A number of brutal assaults on free laborers are recorded.	[184, 690, 325, 708]
ad-text: ALL WHO WANT REAL BARGAINS IN CLOTHING Will do well to Pay a Visit to the Beehive Stores this Month.	[792, 521, 1098, 529]
paragraph: The details of the disturbance at Lyttelton this morning are as follows:—A gang of free laborers, while being conducted by Mr P. Cameron from the New Zealand Shipping Company's shed to work the Northern Monarch, were attacked by a score of young men near No. 5 shed. They made no fight, and some were knocked down. Extra police were in consequence sent to Lyttelton from Christchurch. It is said that the disturbance was all caused by young men not concerned with the strikers.	[336, 742, 469, 847]
article-heading: AROWHENUA TOWN BOARD.	[481, 283, 620, 294]
paragraph: Our friend had been at the work about five years when, although he was only thirty-five when those lines were written. In 1885 he began to feel that he was about to break down. "I don't know what ails me," he would say, "but I can't eat." What he forced down produced no sense of satisfaction or strength. Sometimes he was sick, and at dinner his mouth was dry and bitter. He felt generally and a bad taste in the mouth, rising of foul gas in the throat, &c. The doctor said Agge must give up his smoking and see to other disability. He could not. Wife and children were in the way. So he remained at his post and grew worse. But his work was right, telegrams were properly received and sent, and no train got into danger through any neglect or fault of his. His discomfort, indigestion, and dyspepsia took a step farther, and brought on kidney and bladder trouble. The doctor at Appleby said "Mr Agge, you are poisoned with the foul stuff in your stomach and blood." His doom seemed to be sealed. It was like a death warrant. Six months more rolled by. Oddly one morning he was attacked again in the night, and a gripe so cruel he could neither sit nor stand. He says: "I fumbled down at the home and thought my time was come." The house had for two days seen him much the same, and finally	[480, 1177, 621, 1427]
list-item: AND	[940, 721, 956, 730]
paragraph: The stevedores are sending £280 to Melbourne, and £600 to Sydney tomorrow.	[184, 334, 325, 352]
quotation: "Oh, God! that bread should be so dear, And flesh and blood so cheap."	[484, 1159, 617, 1177]
ad-name: JAMES HARRISON,	[840, 635, 1050, 661]
paragraph: The Times says that Australia has furnished Mr Burns with a text for a discourse, that it is the duty of workmen to wreck machinery unless their demands are conceded, but it considers that the strikers will not have it all their own way.	[184, 218, 325, 271]
list-item: INDIAN	[935, 695, 961, 704]
paragraph: Here he lay for weeks, part of the time unconscious. Nothing was to be done but to wait for the end. Then the bright thoughts awakened for a moment. MEMORY FLASHED UP AND RECALLED THE FACT THAT A MEDICINE WHICH HE HAD USED YEARS BEFORE AND THEN THROWN ASIDE AND FORGOTTEN WAS CONCEALED IN A SECRET PLACE AT THE SIGNAL BOX. He sent for it, and took a dose. Soon his bowels moved, the kidneys acted, the pain was eased, he felt better. With brightened hope he sent to Carlisle for more. It arrived. He used it, and in a few days the doctors were astonished to find their patient out of doors, out on the road to recovery. He regained his health completely, and, in speaking of his experience said to the writer, "What a wonderful thing it was that, on what promised to be my death-bed, I suddenly remembered where I had put that half-used bottle of Mother Seigel's Curative Syrup. That flash of memory probably saved me from death."	[632, 102, 774, 301]
section-subheading: CORRESPONDENCE.	[519, 331, 582, 339]
ad-ballantyne	[785, 154, 1105, 423]
column-5-notices	[627, 14, 780, 1422]
dateline: MELBOURNE, Sept. 8.	[255, 467, 325, 477]
paragraph: The directors of the Gear Meat Company met to-day, and appointed three of their number—Messrs Reid (chairman), J. S. M. Thompson, and the Hon. F. A. Buckley—to sit on the arbitration committee which is to deal with the question of the company supplying meat to the Union Company's vessels. These gentlemen will meet gentlemen appointed by the Butchers' Union—Messrs S. Smith (president), F. Moore (secretary), and Purvis—some time this week, and an outsider will be chosen as chairman.	[336, 585, 469, 698]
ad-text: TEMUKA (LATE A. R. ALLAN),	[900, 661, 990, 669]
notice-text: NOTICE TO FARMERS AND OTHERS. The Undersigned, having Purchased a NEW TRACTION ENGINE and CYLINDER PRESS-BAGGER, are prepared to CUT CHAFF IN ANY QUANTITY. Their motto is "Good Chaff—Bags Well Filled—Moderate Charges." Only one trial is needed to secure further patronage. Orders sent to G. E. SHERRATT or W. G. SHERRATT will be punctually attended to. Special arrangements for large quantities.	[947, 949, 1103, 1018]
paragraph: 13. Mr S. Alexander's ch g Doubtful, 8yrs (McConochie) 3	[9, 257, 173, 275]
notice-signature: W. G. SHERRATT & CO.	[990, 1017, 1060, 1025]
paragraph: WELTER HANDICAP, of 40 sovs, 5 sovs from the stake to go to the second horse. 7 furlongs. The winner of the G.R.C. Handicap to carry 10 lb penalty.	[9, 832, 173, 860]
dateline: Sept. 8.	[303, 77, 325, 87]
paragraph: 21. Mr C. Harold's g m Grace Darling, aged, 40secs (Mitchell) 2	[9, 735, 173, 754]
